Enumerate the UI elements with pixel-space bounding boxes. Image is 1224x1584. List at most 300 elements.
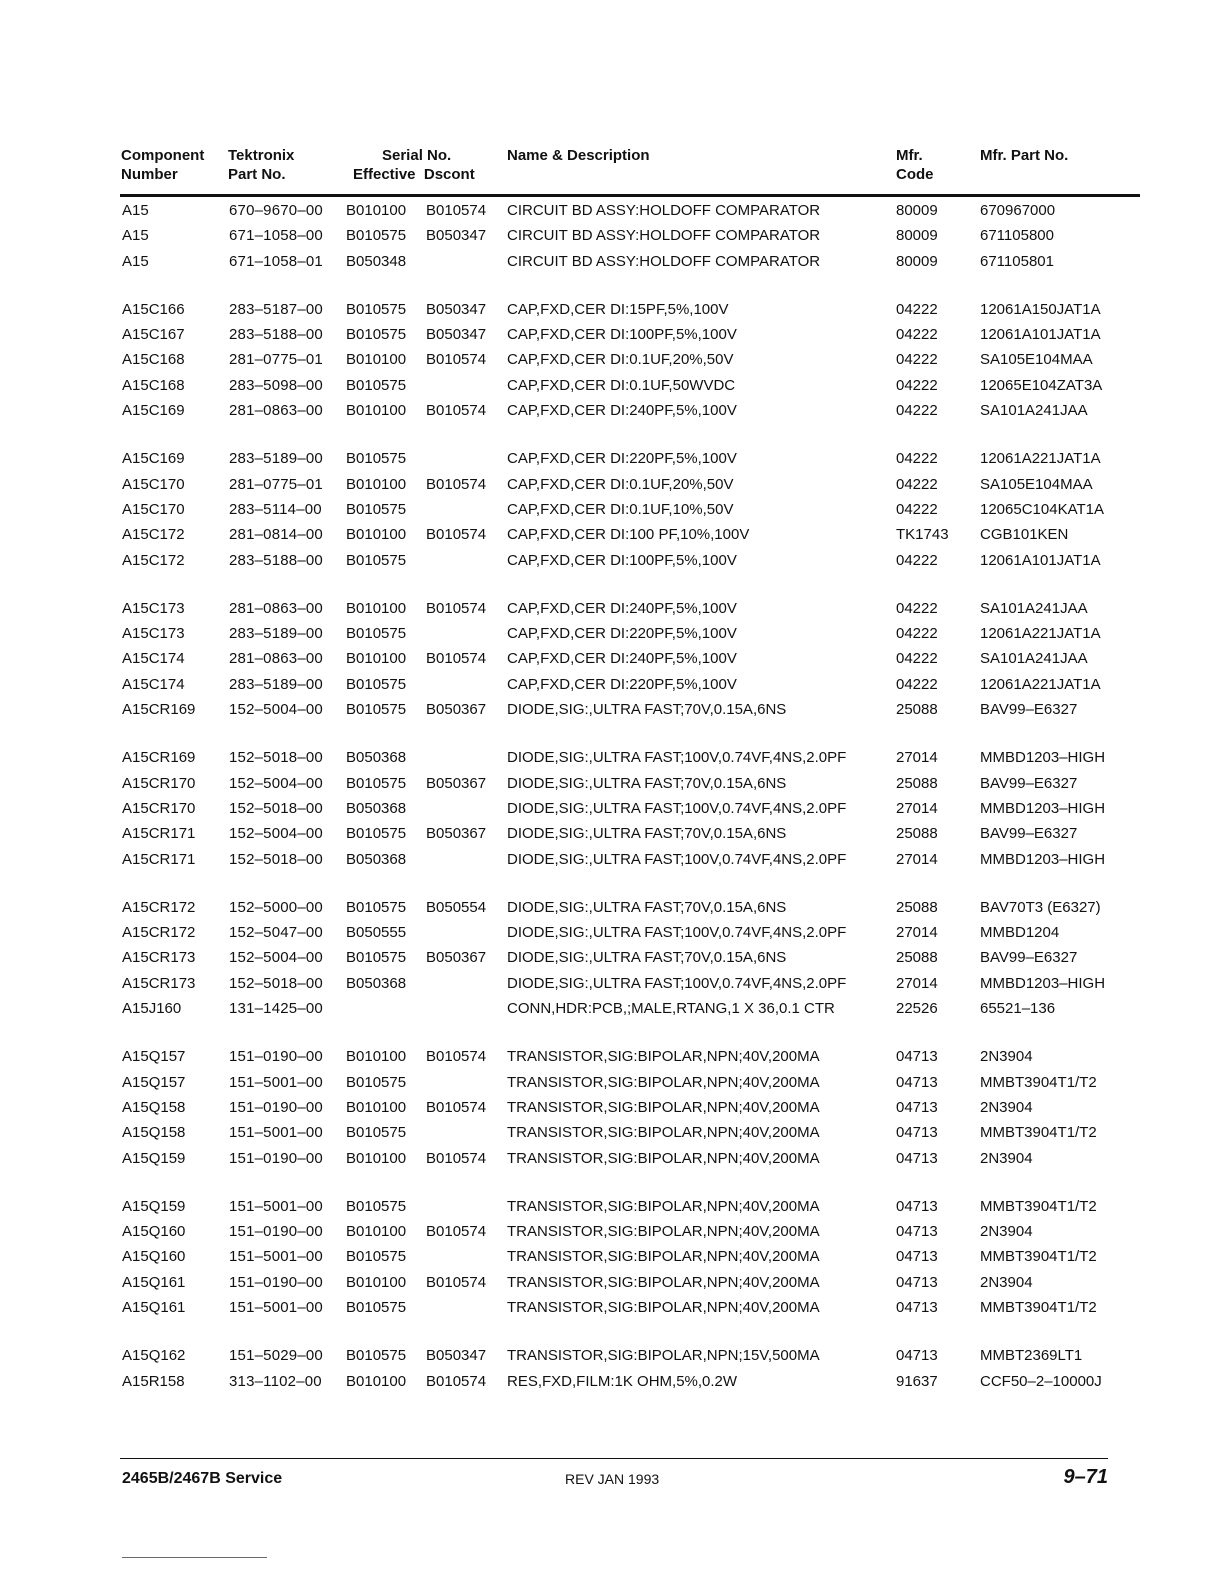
mfr-part-no-cell: 12061A221JAT1A: [980, 675, 1101, 693]
serial-effective-cell: B010575: [346, 1298, 407, 1316]
header-serial: [353, 146, 475, 184]
table-row: [0, 1219, 1224, 1244]
component-number-cell: A15J160: [122, 1000, 182, 1018]
mfr-part-no-cell: 12061A150JAT1A: [980, 300, 1101, 318]
serial-effective-cell: B050348: [346, 252, 407, 270]
mfr-code-cell: 04222: [896, 450, 938, 468]
serial-dscont-cell: B010574: [426, 1372, 487, 1390]
tektronix-part-no-cell: 151–0190–00: [229, 1273, 323, 1291]
name-description-cell: DIODE,SIG:,ULTRA FAST;70V,0.15A,6NS: [507, 825, 787, 843]
serial-effective-cell: B010575: [346, 551, 407, 569]
tektronix-part-no-cell: 281–0863–00: [229, 402, 323, 420]
tektronix-part-no-cell: 281–0863–00: [229, 599, 323, 617]
mfr-code-cell: 25088: [896, 825, 938, 843]
mfr-code-cell: 27014: [896, 850, 938, 868]
mfr-code-cell: 27014: [896, 924, 938, 942]
component-number-cell: A15CR173: [122, 974, 196, 992]
tektronix-part-no-cell: 151–0190–00: [229, 1223, 323, 1241]
mfr-code-cell: 04713: [896, 1073, 938, 1091]
component-number-cell: A15: [122, 202, 149, 219]
table-row: [0, 297, 1224, 322]
mfr-code-cell: 04222: [896, 326, 938, 344]
name-description-cell: TRANSISTOR,SIG:BIPOLAR,NPN;40V,200MA: [507, 1048, 820, 1066]
mfr-part-no-cell: 2N3904: [980, 1223, 1033, 1241]
name-description-cell: TRANSISTOR,SIG:BIPOLAR,NPN;40V,200MA: [507, 1273, 820, 1291]
table-row: [0, 745, 1224, 770]
name-description-cell: CAP,FXD,CER DI:0.1UF,50WVDC: [507, 376, 736, 394]
mfr-part-no-cell: 65521–136: [980, 1000, 1056, 1018]
header-component-line1: Component: [121, 147, 205, 164]
tektronix-part-no-cell: 281–0775–01: [229, 475, 323, 493]
mfr-part-no-cell: MMBT3904T1/T2: [980, 1197, 1097, 1215]
serial-effective-cell: B010100: [346, 1273, 407, 1291]
name-description-cell: DIODE,SIG:,ULTRA FAST;100V,0.74VF,4NS,2.0PF: [507, 924, 847, 942]
serial-effective-cell: B050555: [346, 924, 407, 942]
table-row: [0, 1146, 1224, 1171]
tektronix-part-no-cell: 152–5018–00: [229, 799, 323, 817]
tektronix-part-no-cell: 151–5001–00: [229, 1298, 323, 1316]
serial-effective-cell: B010100: [346, 599, 407, 617]
tektronix-part-no-cell: 281–0775–01: [229, 351, 323, 369]
table-row: [0, 347, 1224, 372]
serial-effective-cell: B010100: [346, 1372, 407, 1390]
serial-effective-cell: B010575: [346, 625, 407, 643]
tektronix-part-no-cell: 151–0190–00: [229, 1048, 323, 1066]
mfr-code-cell: 25088: [896, 774, 938, 792]
component-number-cell: A15C174: [122, 650, 185, 668]
mfr-part-no-cell: 12061A221JAT1A: [980, 625, 1101, 643]
footer-rule: [120, 1458, 1108, 1459]
tektronix-part-no-cell: 152–5004–00: [229, 825, 323, 843]
component-number-cell: A15CR171: [122, 850, 196, 868]
component-number-cell: A15Q160: [122, 1248, 186, 1266]
mfr-part-no-cell: BAV99–E6327: [980, 825, 1078, 843]
name-description-cell: DIODE,SIG:,ULTRA FAST;70V,0.15A,6NS: [507, 774, 787, 792]
tektronix-part-no-cell: 283–5187–00: [229, 300, 323, 318]
tektronix-part-no-cell: 671–1058–00: [229, 227, 323, 245]
table-row: [0, 472, 1224, 497]
table-row: [0, 1270, 1224, 1295]
mfr-part-no-cell: 12061A221JAT1A: [980, 450, 1101, 468]
mfr-code-cell: 27014: [896, 799, 938, 817]
serial-effective-cell: B010100: [346, 1048, 407, 1066]
name-description-cell: TRANSISTOR,SIG:BIPOLAR,NPN;40V,200MA: [507, 1124, 820, 1142]
component-number-cell: A15CR171: [122, 825, 196, 843]
mfr-code-cell: 04222: [896, 402, 938, 420]
mfr-part-no-cell: SA105E104MAA: [980, 475, 1093, 493]
serial-dscont-cell: B010574: [426, 1149, 487, 1167]
name-description-cell: DIODE,SIG:,ULTRA FAST;70V,0.15A,6NS: [507, 701, 787, 719]
serial-effective-cell: B010575: [346, 300, 407, 318]
mfr-code-cell: 04222: [896, 599, 938, 617]
tektronix-part-no-cell: 283–5189–00: [229, 625, 323, 643]
name-description-cell: DIODE,SIG:,ULTRA FAST;100V,0.74VF,4NS,2.0PF: [507, 974, 847, 992]
mfr-part-no-cell: 2N3904: [980, 1098, 1033, 1116]
name-description-cell: DIODE,SIG:,ULTRA FAST;100V,0.74VF,4NS,2.0PF: [507, 799, 847, 817]
mfr-code-cell: 04222: [896, 351, 938, 369]
mfr-code-cell: 04713: [896, 1273, 938, 1291]
tektronix-part-no-cell: 152–5004–00: [229, 774, 323, 792]
tektronix-part-no-cell: 283–5114–00: [229, 500, 322, 518]
table-row: [0, 1369, 1224, 1394]
component-number-cell: A15CR170: [122, 774, 196, 792]
header-component: [121, 146, 204, 184]
mfr-part-no-cell: MMBD1204: [980, 924, 1060, 942]
serial-dscont-cell: B050347: [426, 227, 487, 245]
name-description-cell: DIODE,SIG:,ULTRA FAST;100V,0.74VF,4NS,2.0PF: [507, 749, 847, 767]
mfr-code-cell: 04713: [896, 1223, 938, 1241]
mfr-part-no-cell: MMBT2369LT1: [980, 1347, 1083, 1365]
name-description-cell: CIRCUIT BD ASSY:HOLDOFF COMPARATOR: [507, 202, 821, 219]
header-tektronix: [228, 146, 294, 184]
tektronix-part-no-cell: 313–1102–00: [229, 1372, 322, 1390]
serial-effective-cell: B010575: [346, 326, 407, 344]
mfr-code-cell: 04713: [896, 1197, 938, 1215]
mfr-code-cell: 91637: [896, 1372, 938, 1390]
mfr-code-cell: 25088: [896, 949, 938, 967]
mfr-code-cell: 04713: [896, 1298, 938, 1316]
serial-dscont-cell: B050554: [426, 898, 487, 916]
name-description-cell: DIODE,SIG:,ULTRA FAST;70V,0.15A,6NS: [507, 949, 787, 967]
serial-dscont-cell: B010574: [426, 650, 487, 668]
tektronix-part-no-cell: 281–0863–00: [229, 650, 323, 668]
component-number-cell: A15C172: [122, 551, 185, 569]
table-row: [0, 771, 1224, 796]
mfr-part-no-cell: 670967000: [980, 202, 1056, 219]
component-number-cell: A15Q160: [122, 1223, 186, 1241]
tektronix-part-no-cell: 151–5029–00: [229, 1347, 323, 1365]
mfr-code-cell: 25088: [896, 898, 938, 916]
name-description-cell: TRANSISTOR,SIG:BIPOLAR,NPN;40V,200MA: [507, 1073, 820, 1091]
parts-table-body: [0, 198, 1224, 1394]
table-row: [0, 1295, 1224, 1320]
component-number-cell: A15Q159: [122, 1197, 186, 1215]
component-number-cell: A15Q158: [122, 1124, 186, 1142]
table-row: [0, 1194, 1224, 1219]
name-description-cell: CAP,FXD,CER DI:220PF,5%,100V: [507, 450, 737, 468]
serial-effective-cell: B010575: [346, 500, 407, 518]
serial-effective-cell: B010575: [346, 898, 407, 916]
component-number-cell: A15C168: [122, 376, 185, 394]
tektronix-part-no-cell: 151–0190–00: [229, 1149, 323, 1167]
mfr-part-no-cell: MMBT3904T1/T2: [980, 1073, 1097, 1091]
serial-effective-cell: B050368: [346, 850, 407, 868]
mfr-code-cell: 27014: [896, 749, 938, 767]
table-row: [0, 1244, 1224, 1269]
table-row: [0, 821, 1224, 846]
mfr-code-cell: 22526: [896, 1000, 938, 1018]
name-description-cell: CIRCUIT BD ASSY:HOLDOFF COMPARATOR: [507, 252, 821, 270]
component-number-cell: A15C166: [122, 300, 185, 318]
mfr-code-cell: 27014: [896, 974, 938, 992]
name-description-cell: CAP,FXD,CER DI:0.1UF,10%,50V: [507, 500, 734, 518]
serial-effective-cell: B010100: [346, 1149, 407, 1167]
mfr-part-no-cell: SA105E104MAA: [980, 351, 1093, 369]
mfr-code-cell: 04713: [896, 1347, 938, 1365]
component-number-cell: A15Q162: [122, 1347, 186, 1365]
table-row: [0, 1095, 1224, 1120]
serial-effective-cell: B010100: [346, 351, 407, 369]
component-number-cell: A15C174: [122, 675, 185, 693]
name-description-cell: CAP,FXD,CER DI:100PF,5%,100V: [507, 326, 737, 344]
footer-revision: REV JAN 1993: [565, 1471, 660, 1487]
mfr-part-no-cell: BAV70T3 (E6327): [980, 898, 1101, 916]
serial-dscont-cell: B010574: [426, 599, 487, 617]
component-number-cell: A15C168: [122, 351, 185, 369]
table-row: [0, 796, 1224, 821]
tektronix-part-no-cell: 283–5189–00: [229, 675, 323, 693]
serial-effective-cell: B010100: [346, 475, 407, 493]
mfr-part-no-cell: MMBT3904T1/T2: [980, 1298, 1097, 1316]
table-row: [0, 322, 1224, 347]
table-row: [0, 847, 1224, 872]
name-description-cell: CAP,FXD,CER DI:240PF,5%,100V: [507, 402, 737, 420]
serial-effective-cell: B010575: [346, 1248, 407, 1266]
serial-dscont-cell: B010574: [426, 1273, 487, 1291]
mfr-part-no-cell: SA101A241JAA: [980, 402, 1088, 420]
serial-effective-cell: B010100: [346, 202, 407, 219]
serial-dscont-cell: B010574: [426, 1223, 487, 1241]
component-number-cell: A15CR169: [122, 749, 196, 767]
table-row: [0, 895, 1224, 920]
name-description-cell: CIRCUIT BD ASSY:HOLDOFF COMPARATOR: [507, 227, 821, 245]
table-row: [0, 920, 1224, 945]
component-number-cell: A15C173: [122, 599, 185, 617]
table-row: [0, 621, 1224, 646]
name-description-cell: CAP,FXD,CER DI:15PF,5%,100V: [507, 300, 729, 318]
component-number-cell: A15Q157: [122, 1048, 186, 1066]
mfr-part-no-cell: MMBD1203–HIGH: [980, 749, 1106, 767]
table-row: [0, 1120, 1224, 1145]
component-number-cell: A15C173: [122, 625, 185, 643]
serial-dscont-cell: B050367: [426, 825, 487, 843]
component-number-cell: A15Q159: [122, 1149, 186, 1167]
serial-dscont-cell: B050347: [426, 1347, 487, 1365]
tektronix-part-no-cell: 152–5004–00: [229, 701, 323, 719]
serial-dscont-cell: B050367: [426, 701, 487, 719]
component-number-cell: A15: [122, 227, 149, 245]
serial-dscont-cell: B010574: [426, 202, 487, 219]
serial-effective-cell: B010575: [346, 450, 407, 468]
mfr-code-cell: 04222: [896, 475, 938, 493]
serial-dscont-cell: B010574: [426, 402, 487, 420]
mfr-code-cell: 80009: [896, 252, 938, 270]
mfr-code-cell: 04222: [896, 625, 938, 643]
name-description-cell: CAP,FXD,CER DI:220PF,5%,100V: [507, 675, 737, 693]
name-description-cell: CAP,FXD,CER DI:100PF,5%,100V: [507, 551, 737, 569]
serial-effective-cell: B010575: [346, 949, 407, 967]
mfr-part-no-cell: 2N3904: [980, 1149, 1033, 1167]
name-description-cell: RES,FXD,FILM:1K OHM,5%,0.2W: [507, 1372, 738, 1390]
tektronix-part-no-cell: 152–5000–00: [229, 898, 323, 916]
table-row: [0, 223, 1224, 248]
mfr-code-cell: 04222: [896, 376, 938, 394]
tektronix-part-no-cell: 131–1425–00: [229, 1000, 323, 1018]
table-row: [0, 672, 1224, 697]
header-rule: [120, 194, 1140, 197]
table-row: [0, 522, 1224, 547]
serial-effective-cell: B010575: [346, 774, 407, 792]
mfr-part-no-cell: CGB101KEN: [980, 526, 1069, 544]
mfr-part-no-cell: MMBT3904T1/T2: [980, 1248, 1097, 1266]
tektronix-part-no-cell: 151–5001–00: [229, 1248, 323, 1266]
header-serial-line1: Serial No.: [382, 147, 452, 164]
mfr-part-no-cell: 671105800: [980, 227, 1054, 245]
component-number-cell: A15C169: [122, 402, 185, 420]
header-mfr-part-no: [980, 146, 1068, 165]
name-description-cell: CAP,FXD,CER DI:240PF,5%,100V: [507, 650, 737, 668]
name-description-cell: TRANSISTOR,SIG:BIPOLAR,NPN;40V,200MA: [507, 1298, 820, 1316]
table-row: [0, 198, 1224, 223]
name-description-cell: DIODE,SIG:,ULTRA FAST;70V,0.15A,6NS: [507, 898, 787, 916]
tektronix-part-no-cell: 152–5047–00: [229, 924, 323, 942]
mfr-part-no-cell: MMBD1203–HIGH: [980, 974, 1106, 992]
serial-effective-cell: B010575: [346, 376, 407, 394]
name-description-cell: TRANSISTOR,SIG:BIPOLAR,NPN;40V,200MA: [507, 1197, 820, 1215]
mfr-code-cell: 04222: [896, 551, 938, 569]
serial-effective-cell: B010575: [346, 701, 407, 719]
header-description: [507, 146, 650, 165]
component-number-cell: A15Q161: [122, 1273, 186, 1291]
mfr-part-no-cell: 12061A101JAT1A: [980, 551, 1101, 569]
serial-effective-cell: B050368: [346, 974, 407, 992]
component-number-cell: A15CR170: [122, 799, 196, 817]
mfr-part-no-cell: MMBD1203–HIGH: [980, 799, 1106, 817]
component-number-cell: A15CR172: [122, 898, 196, 916]
component-number-cell: A15C170: [122, 500, 185, 518]
serial-effective-cell: B010575: [346, 825, 407, 843]
serial-effective-cell: B010100: [346, 1223, 407, 1241]
tektronix-part-no-cell: 283–5098–00: [229, 376, 323, 394]
tektronix-part-no-cell: 670–9670–00: [229, 202, 323, 219]
serial-effective-cell: B050368: [346, 799, 407, 817]
table-row: [0, 945, 1224, 970]
mfr-code-cell: 04713: [896, 1248, 938, 1266]
serial-dscont-cell: B050347: [426, 326, 487, 344]
serial-effective-cell: B010575: [346, 1073, 407, 1091]
header-mfr-part-label: Mfr. Part No.: [980, 147, 1069, 164]
tektronix-part-no-cell: 152–5018–00: [229, 850, 323, 868]
serial-dscont-cell: B050347: [426, 300, 487, 318]
name-description-cell: TRANSISTOR,SIG:BIPOLAR,NPN;40V,200MA: [507, 1098, 820, 1116]
serial-effective-cell: B010100: [346, 402, 407, 420]
mfr-part-no-cell: 12065E104ZAT3A: [980, 376, 1103, 394]
table-row: [0, 398, 1224, 423]
mfr-part-no-cell: 12061A101JAT1A: [980, 326, 1101, 344]
tektronix-part-no-cell: 152–5004–00: [229, 949, 323, 967]
mfr-part-no-cell: BAV99–E6327: [980, 949, 1078, 967]
serial-effective-cell: B010100: [346, 526, 407, 544]
mfr-part-no-cell: BAV99–E6327: [980, 774, 1078, 792]
component-number-cell: A15C170: [122, 475, 185, 493]
serial-dscont-cell: B050367: [426, 949, 487, 967]
tektronix-part-no-cell: 151–5001–00: [229, 1124, 323, 1142]
serial-effective-cell: B010575: [346, 675, 407, 693]
table-row: [0, 1044, 1224, 1069]
component-number-cell: A15CR173: [122, 949, 196, 967]
serial-effective-cell: B010100: [346, 1098, 407, 1116]
name-description-cell: CAP,FXD,CER DI:240PF,5%,100V: [507, 599, 737, 617]
component-number-cell: A15: [122, 252, 149, 270]
mfr-code-cell: 04713: [896, 1124, 938, 1142]
name-description-cell: TRANSISTOR,SIG:BIPOLAR,NPN;40V,200MA: [507, 1223, 820, 1241]
serial-dscont-cell: B010574: [426, 475, 487, 493]
table-row: [0, 697, 1224, 722]
name-description-cell: DIODE,SIG:,ULTRA FAST;100V,0.74VF,4NS,2.0PF: [507, 850, 847, 868]
component-number-cell: A15C172: [122, 526, 185, 544]
header-mfr-code: [896, 146, 934, 184]
mfr-part-no-cell: BAV99–E6327: [980, 701, 1078, 719]
serial-dscont-cell: B010574: [426, 351, 487, 369]
header-mfr-line1: Mfr.: [896, 147, 923, 164]
name-description-cell: TRANSISTOR,SIG:BIPOLAR,NPN;15V,500MA: [507, 1347, 820, 1365]
serial-effective-cell: B010575: [346, 1197, 407, 1215]
table-row: [0, 996, 1224, 1021]
header-mfr-line2: Code: [896, 166, 934, 183]
mfr-code-cell: 04222: [896, 650, 938, 668]
name-description-cell: CONN,HDR:PCB,;MALE,RTANG,1 X 36,0.1 CTR: [507, 1000, 835, 1018]
name-description-cell: CAP,FXD,CER DI:220PF,5%,100V: [507, 625, 737, 643]
serial-dscont-cell: B010574: [426, 1048, 487, 1066]
mfr-code-cell: 04222: [896, 300, 938, 318]
mfr-part-no-cell: 12065C104KAT1A: [980, 500, 1104, 518]
mfr-code-cell: 04713: [896, 1048, 938, 1066]
table-row: [0, 971, 1224, 996]
component-number-cell: A15CR172: [122, 924, 196, 942]
mfr-part-no-cell: CCF50–2–10000J: [980, 1372, 1102, 1390]
component-number-cell: A15Q161: [122, 1298, 186, 1316]
component-number-cell: A15Q158: [122, 1098, 186, 1116]
footer-page-number: 9–71: [1063, 1466, 1108, 1488]
header-description-label: Name & Description: [507, 147, 650, 164]
mfr-code-cell: 80009: [896, 202, 938, 219]
serial-effective-cell: B010100: [346, 650, 407, 668]
mfr-code-cell: 04222: [896, 675, 938, 693]
name-description-cell: TRANSISTOR,SIG:BIPOLAR,NPN;40V,200MA: [507, 1149, 820, 1167]
table-row: [0, 596, 1224, 621]
table-row: [0, 646, 1224, 671]
serial-dscont-cell: B050367: [426, 774, 487, 792]
tektronix-part-no-cell: 151–5001–00: [229, 1073, 323, 1091]
tektronix-part-no-cell: 671–1058–01: [229, 252, 323, 270]
mfr-part-no-cell: 2N3904: [980, 1273, 1033, 1291]
mfr-part-no-cell: SA101A241JAA: [980, 650, 1088, 668]
table-row: [0, 548, 1224, 573]
tektronix-part-no-cell: 283–5188–00: [229, 326, 323, 344]
tektronix-part-no-cell: 283–5188–00: [229, 551, 323, 569]
footer-manual-title: 2465B/2467B Service: [122, 1470, 283, 1487]
name-description-cell: CAP,FXD,CER DI:0.1UF,20%,50V: [507, 475, 734, 493]
table-row: [0, 497, 1224, 522]
tektronix-part-no-cell: 152–5018–00: [229, 974, 323, 992]
serial-dscont-cell: B010574: [426, 1098, 487, 1116]
tektronix-part-no-cell: 151–0190–00: [229, 1098, 323, 1116]
table-row: [0, 249, 1224, 274]
mfr-code-cell: 80009: [896, 227, 938, 245]
component-number-cell: A15Q157: [122, 1073, 186, 1091]
mfr-part-no-cell: 671105801: [980, 252, 1054, 270]
link-underline: [122, 1557, 267, 1558]
mfr-part-no-cell: MMBT3904T1/T2: [980, 1124, 1097, 1142]
mfr-part-no-cell: SA101A241JAA: [980, 599, 1088, 617]
name-description-cell: TRANSISTOR,SIG:BIPOLAR,NPN;40V,200MA: [507, 1248, 820, 1266]
table-row: [0, 373, 1224, 398]
mfr-code-cell: 04222: [896, 500, 938, 518]
component-number-cell: A15CR169: [122, 701, 196, 719]
table-row: [0, 1343, 1224, 1368]
component-number-cell: A15R158: [122, 1372, 185, 1390]
component-number-cell: A15C167: [122, 326, 185, 344]
